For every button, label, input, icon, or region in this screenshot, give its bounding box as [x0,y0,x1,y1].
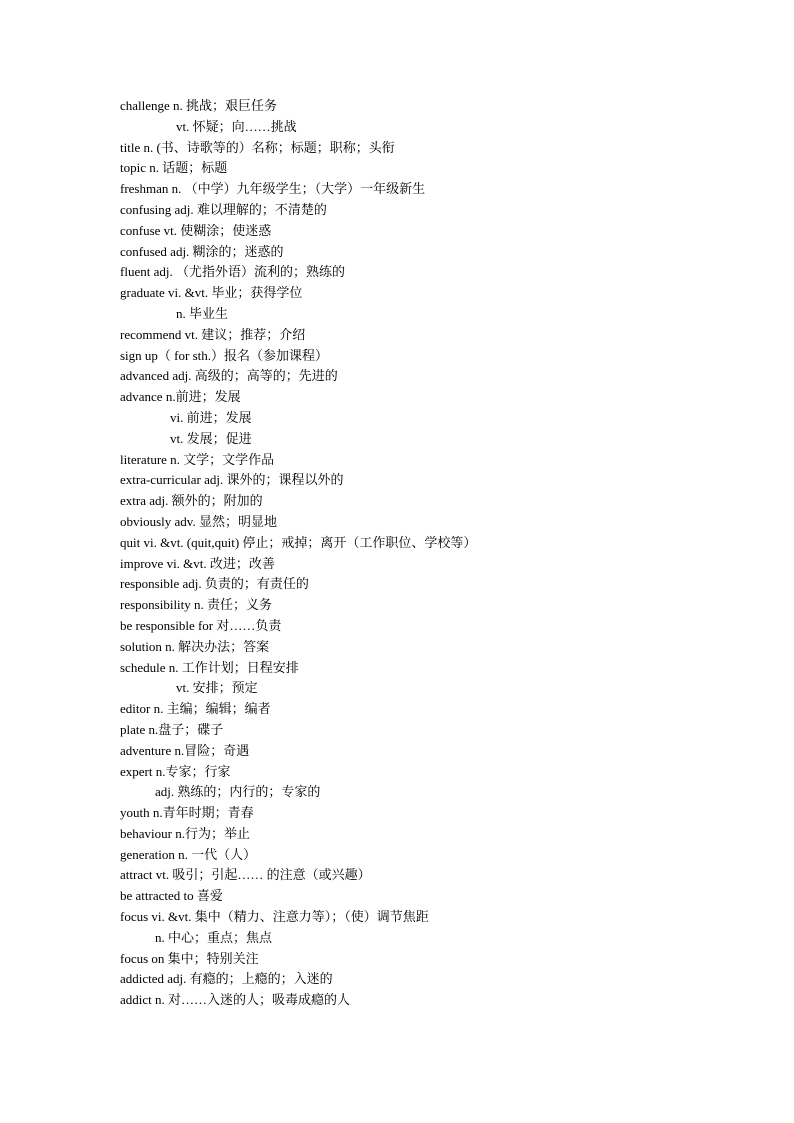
vocab-entry: responsible adj. 负责的；有责任的 [120,576,309,592]
vocab-entry: quit vi. &vt. (quit,quit) 停止；戒掉；离开（工作职位、学校等） [120,534,477,550]
vocab-entry: confusing adj. 难以理解的；不清楚的 [120,201,327,217]
vocab-entry: extra adj. 额外的；附加的 [120,493,263,509]
vocab-entry: plate n.盘子；碟子 [120,721,224,737]
vocab-entry: confused adj. 糊涂的；迷惑的 [120,243,284,259]
vocab-entry: be responsible for 对……负责 [120,617,282,633]
vocab-entry: advanced adj. 高级的；高等的；先进的 [120,368,338,384]
vocab-entry: youth n.青年时期；青春 [120,805,254,821]
vocab-sense-line: n. 中心；重点；焦点 [155,929,273,945]
vocab-entry: solution n. 解决办法；答案 [120,638,270,654]
vocab-entry: be attracted to 喜爱 [120,888,223,904]
vocab-sense-line: vt. 安排；预定 [176,680,258,696]
vocab-entry: obviously adv. 显然；明显地 [120,513,277,529]
vocab-entry: generation n. 一代（人） [120,846,257,862]
vocab-entry: topic n. 话题；标题 [120,160,228,176]
vocab-entry: addict n. 对……入迷的人；吸毒成瘾的人 [120,992,351,1008]
vocab-entry: focus vi. &vt. 集中（精力、注意力等）；（使）调节焦距 [120,909,429,925]
vocab-entry: graduate vi. &vt. 毕业；获得学位 [120,285,303,301]
vocab-sense-line: vt. 怀疑；向……挑战 [176,118,297,134]
vocab-entry: recommend vt. 建议；推荐；介绍 [120,326,306,342]
vocab-entry: editor n. 主编；编辑；编者 [120,701,271,717]
vocab-entry: addicted adj. 有瘾的；上瘾的；入迷的 [120,971,333,987]
vocab-entry: attract vt. 吸引；引起…… 的注意（或兴趣） [120,867,371,883]
vocab-entry: behaviour n.行为；举止 [120,825,250,841]
vocab-entry: schedule n. 工作计划；日程安排 [120,659,299,675]
vocab-entry: expert n.专家；行家 [120,763,231,779]
vocab-sense-line: n. 毕业生 [176,305,229,321]
vocab-entry: title n. (书、诗歌等的）名称；标题；职称；头衔 [120,139,395,155]
vocab-sense-line: vi. 前进；发展 [170,409,252,425]
vocab-entry: literature n. 文学；文学作品 [120,451,275,467]
vocab-entry: fluent adj. （尤指外语）流利的；熟练的 [120,264,345,280]
vocab-entry: responsibility n. 责任；义务 [120,597,273,613]
vocab-sense-line: vt. 发展；促进 [170,430,252,446]
vocabulary-list [120,96,760,1011]
vocab-entry: advance n.前进；发展 [120,389,241,405]
vocab-entry: improve vi. &vt. 改进；改善 [120,555,275,571]
vocab-sense-line: adj. 熟练的；内行的；专家的 [155,784,321,800]
vocab-entry: adventure n.冒险；奇遇 [120,742,250,758]
vocab-entry: confuse vt. 使糊涂；使迷惑 [120,222,272,238]
vocab-entry: freshman n. （中学）九年级学生；（大学）一年级新生 [120,181,426,197]
vocab-entry: challenge n. 挑战；艰巨任务 [120,98,278,113]
vocab-entry: sign up（ for sth.）报名（参加课程） [120,347,329,363]
vocab-entry: focus on 集中；特别关注 [120,950,259,966]
vocab-entry: extra-curricular adj. 课外的；课程以外的 [120,472,344,488]
